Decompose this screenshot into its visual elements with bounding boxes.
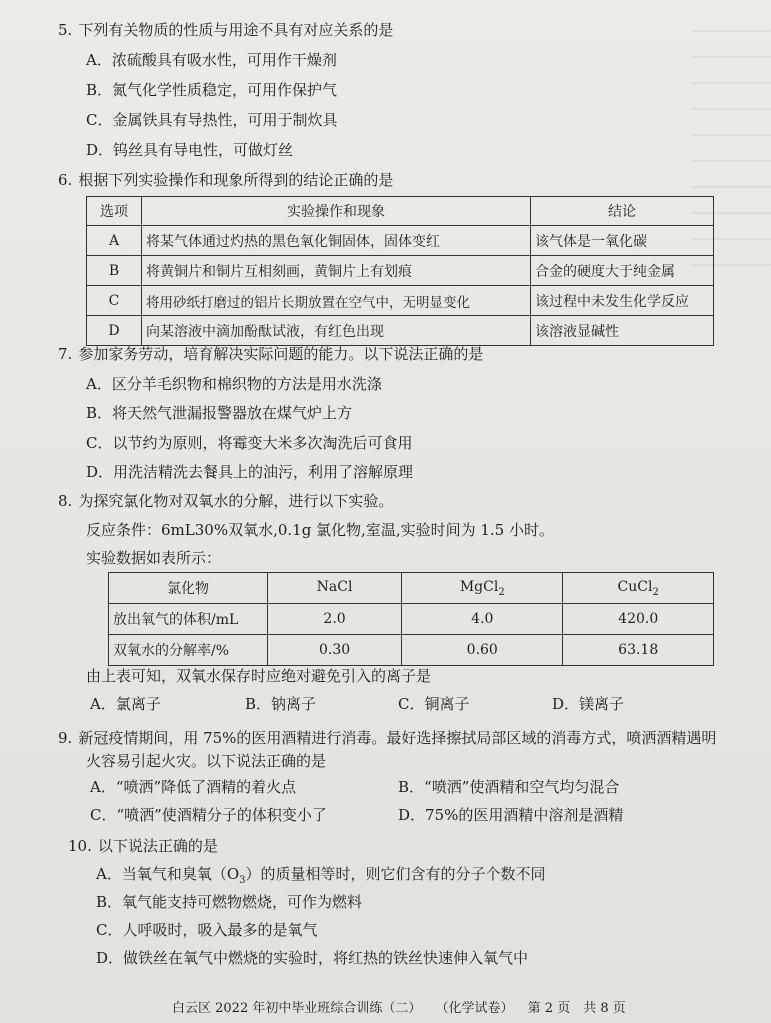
q8-option-a: A．氯离子 [90,695,161,713]
q6-row-d-operation: 向某溶液中滴加酚酞试液，有红色出现 [142,316,531,346]
q9-option-d: D．75%的医用酒精中溶剂是酒精 [398,806,624,824]
q7-text: 参加家务劳动，培育解决实际问题的能力。以下说法正确的是 [78,345,484,363]
q8-question: 由上表可知，双氧水保存时应绝对避免引入的离子是 [86,667,432,685]
q6-text: 根据下列实验操作和现象所得到的结论正确的是 [78,171,394,189]
q8-option-c: C．铜离子 [398,695,470,713]
q10-option-b: B．氧气能支持可燃物燃烧，可作为燃料 [96,893,363,911]
q8-stem [58,491,393,511]
q6-stem [58,170,393,190]
q6-row-a-option: A [87,226,142,256]
table-row [87,316,714,346]
q8-compound-cucl2-sub: 2 [652,586,659,598]
table-row [109,635,714,666]
q7-option-c: C．以节约为原则，将霉变大米多次淘洗后可食用 [86,434,413,452]
q10-option-a [96,864,546,891]
q6-row-c-operation: 将用砂纸打磨过的铝片长期放置在空气中，无明显变化 [142,286,531,316]
footer-page-number: 第 2 页 共 8 页 [527,1001,626,1016]
q10-stem [68,836,218,856]
q8-compound-mgcl2-text: MgCl [459,578,499,595]
q8-condition: 反应条件：6mL30%双氧水,0.1g 氯化物,室温,实验时间为 1.5 小时。 [86,521,554,539]
q8-row1-label: 放出氧气的体积/mL [109,604,268,635]
q6-row-b-operation: 将黄铜片和铜片互相刻画，黄铜片上有划痕 [142,256,531,286]
q7-stem [58,344,483,364]
q10-option-d: D．做铁丝在氧气中燃烧的实验时，将红热的铁丝快速伸入氧气中 [96,949,529,967]
q9-stem-line1 [58,728,716,748]
q7-number: 7. [58,345,73,363]
q7-option-d: D．用洗洁精洗去餐具上的油污，利用了溶解原理 [86,463,414,481]
table-row [109,604,714,635]
q6-row-c-option: C [87,286,142,316]
q9-stem-line2: 火容易引起火灾。以下说法正确的是 [86,752,327,770]
table-row [87,226,714,256]
footer-subject: （化学试卷） [435,1001,514,1016]
q8-row2-label: 双氧水的分解率/% [109,635,268,666]
q5-stem [58,20,393,40]
q5-number: 5. [58,21,73,39]
page-footer [172,997,636,1016]
q9-option-a: A．“喷洒”降低了酒精的着火点 [90,778,297,796]
q9-option-b: B．“喷洒”使酒精和空气均匀混合 [398,778,620,796]
q5-text: 下列有关物质的性质与用途不具有对应关系的是 [78,21,394,39]
q8-compound-cucl2-text: CuCl [617,578,653,595]
table-row [87,256,714,286]
q8-number: 8. [58,492,73,510]
q7-option-a: A．区分羊毛织物和棉织物的方法是用水洗涤 [86,375,382,393]
q8-table [108,572,714,666]
q9-option-c: C．“喷洒”使酒精分子的体积变小了 [90,806,327,824]
q8-row2-mgcl2: 0.60 [402,635,563,666]
q8-compound-nacl [268,573,402,604]
q8-option-b: B．钠离子 [245,695,317,713]
q6-header-row [87,197,714,226]
q6-table [86,196,714,346]
q8-option-d: D．镁离子 [552,695,625,713]
q6-row-a-conclusion: 该气体是一氧化碳 [531,226,714,256]
table-row [109,573,714,604]
q5-option-c: C．金属铁具有导热性，可用于制炊具 [86,111,338,129]
q8-row1-cucl2: 420.0 [563,604,714,635]
q8-compound-nacl-text: NaCl [316,578,353,595]
q10-option-a-pre: A．当氧气和臭氧（O [96,865,240,883]
q5-option-b: B．氮气化学性质稳定，可用作保护气 [86,81,338,99]
table-row [87,286,714,316]
q9-text-line1: 新冠疫情期间，用 75%的医用酒精进行消毒。最好选择擦拭局部区域的消毒方式，喷洒酒精遇明 [78,729,717,747]
q8-row2-cucl2: 63.18 [563,635,714,666]
q8-row1-nacl: 2.0 [268,604,402,635]
q8-text: 为探究氯化物对双氧水的分解，进行以下实验。 [78,492,394,510]
q8-compound-mgcl2-sub: 2 [498,586,505,598]
q6-row-b-conclusion: 合金的硬度大于纯金属 [531,256,714,286]
q10-number: 10. [68,837,92,855]
q5-option-d: D．钨丝具有导电性，可做灯丝 [86,141,294,159]
q8-row1-mgcl2: 4.0 [402,604,563,635]
q6-row-d-conclusion: 该溶液显碱性 [531,316,714,346]
q6-row-d-option: D [87,316,142,346]
q6-header-operation: 实验操作和现象 [142,197,531,226]
q10-text: 以下说法正确的是 [97,837,218,855]
q8-header-label: 氯化物 [109,573,268,604]
q10-option-c: C．人呼吸时，吸入最多的是氧气 [96,921,318,939]
q8-row2-nacl: 0.30 [268,635,402,666]
q6-header-conclusion: 结论 [531,197,714,226]
q7-option-b: B．将天然气泄漏报警器放在煤气炉上方 [86,404,353,422]
q5-option-a: A．浓硫酸具有吸水性，可用作干燥剂 [86,51,337,69]
q6-row-a-operation: 将某气体通过灼热的黑色氧化铜固体，固体变红 [142,226,531,256]
q8-compound-mgcl2 [402,573,563,604]
q9-number: 9. [58,729,73,747]
q6-number: 6. [58,171,73,189]
q6-header-option: 选项 [87,197,142,226]
q8-compound-cucl2 [563,573,714,604]
q10-option-a-post: ）的质量相等时，则它们含有的分子个数不同 [245,865,546,883]
q10-option-a-sub: 3 [239,875,246,886]
q6-row-b-option: B [87,256,142,286]
footer-title: 白云区 2022 年初中毕业班综合训练（二） [172,1001,422,1016]
q8-intro: 实验数据如表所示： [86,549,222,567]
q6-row-c-conclusion: 该过程中未发生化学反应 [531,286,714,316]
